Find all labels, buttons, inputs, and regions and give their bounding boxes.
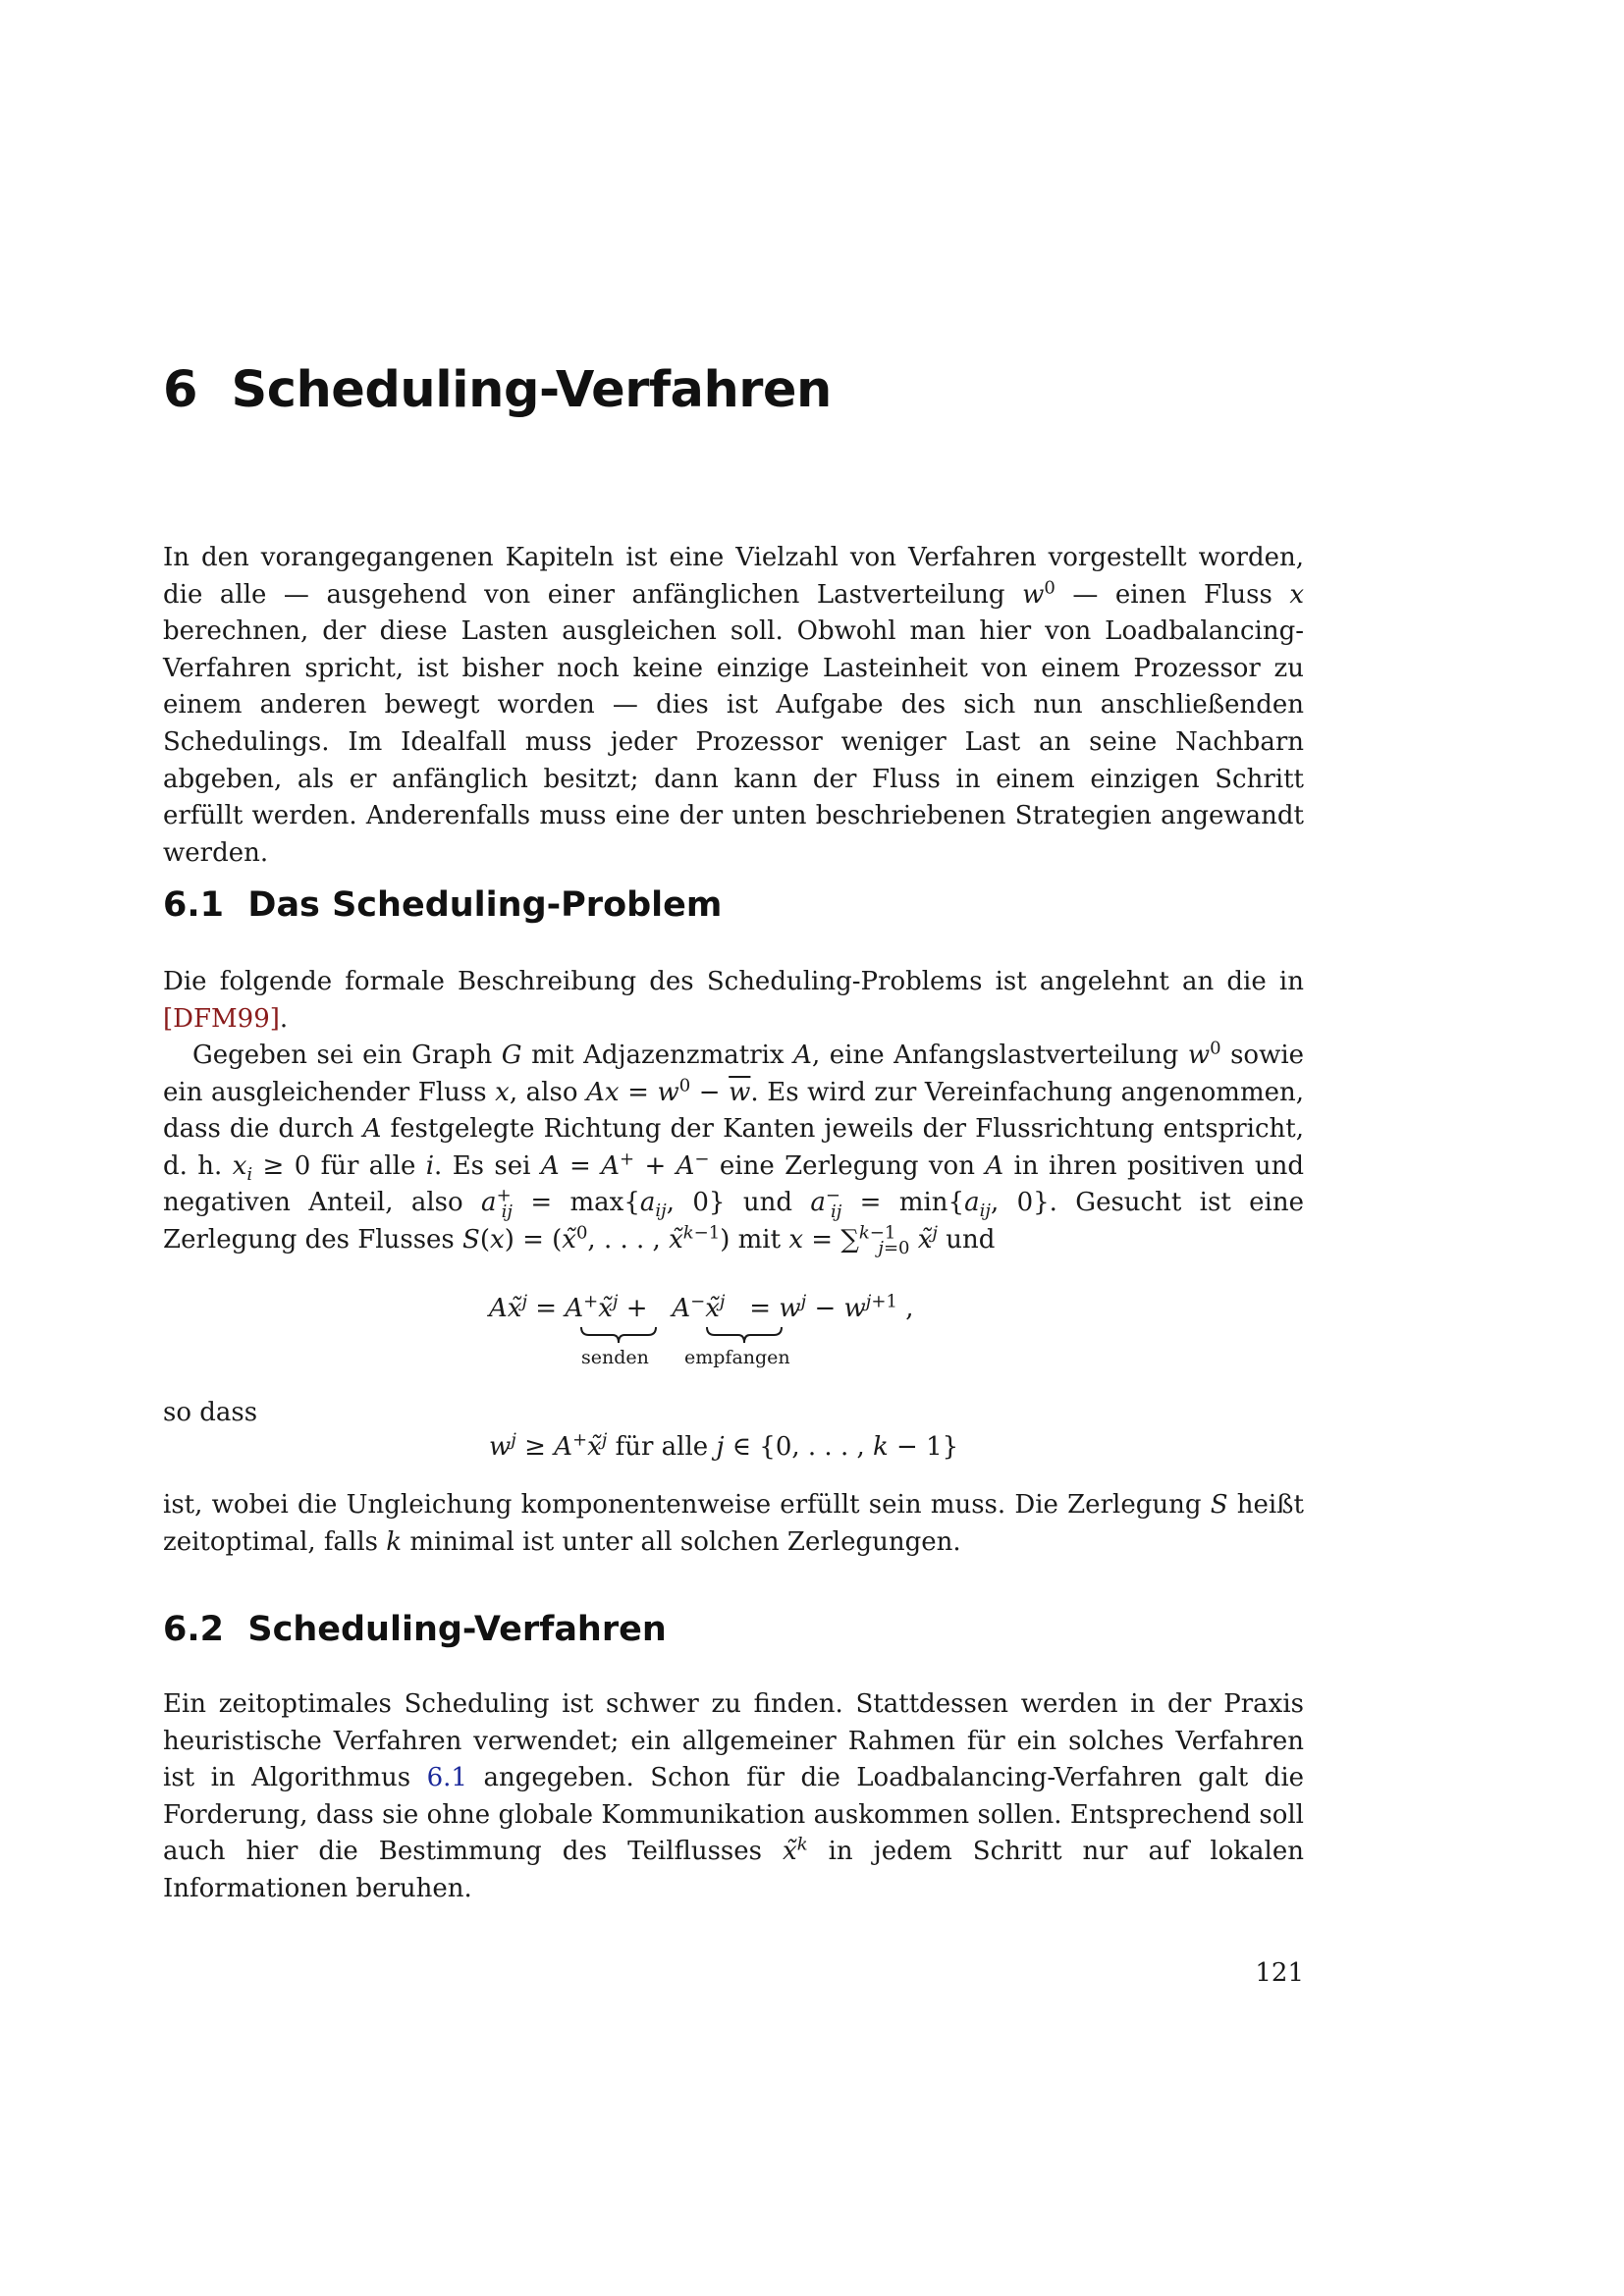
section1-intro-paragraph: Die folgende formale Beschreibung des Scheduling-Problems ist angelehnt an die in [DFM99]. (163, 967, 1304, 1034)
underbrace-receive (705, 1325, 784, 1345)
page-number: 121 (1255, 1958, 1304, 1988)
so-dass-text: so dass (163, 1398, 258, 1427)
citation-link[interactable]: [DFM99] (163, 1003, 280, 1034)
equation-condition: $w^j$ ≥ A+x̃$^j$ für alle j ∈ {0, . . . , k − 1} (489, 1429, 959, 1462)
chapter-number: 6 (163, 361, 197, 419)
chapter-title: Scheduling-Verfahren (231, 361, 832, 419)
chapter-heading (163, 361, 832, 419)
label-send: senden (581, 1347, 649, 1368)
intro-paragraph: In den vorangegangenen Kapiteln ist eine Vielzahl von Verfahren vorgestellt worden, die alle — ausgehend von einer anfänglichen Lastverteilung $w^0$ — einen Fluss x berechnen, der diese Lasten ausgleichen soll. Obwohl man hier von Loadbalancing-Verfahren spricht, ist bisher noch keine einzige Lasteinheit von einem Prozessor zu einem anderen bewegt worden — dies ist Aufgabe des sich nun anschließenden Schedulings. Im Idealfall muss jeder Prozessor weniger Last an seine Nachbarn abgeben, als er anfänglich besitzt; dann kann der Fluss in einem einzigen Schritt erfüllt werden. Anderenfalls muss eine der unten beschriebenen Strategien angewandt werden. (163, 543, 1305, 868)
section-number: 6.2 (163, 1610, 225, 1649)
section1-definition-paragraph: Gegeben sei ein Graph G mit Adjazenzmatrix A, eine Anfangslastverteilung $w^0$ sowie ein ausgleichender Fluss x, also $Ax = w^0 - \overline{w}$. Es wird zur Vereinfachung angenommen, dass die durch A festgelegte Richtung der Kanten jeweils der Flussrichtung entspricht, d. h. $x_i \ge 0$ für alle i. Es sei A = A+ + A− eine Zerlegung von A in ihren positiven und negativen Anteil, also $a^+_{ij} = \max\{a_{ij}$, 0} und $a^-_{ij} = \min\{a_{ij}$, 0}. Gesucht ist eine Zerlegung des Flusses S(x) = (x̃$^0$, . . . , x̃$^{k-1}$) mit x = ∑$^{k-1}_{j=0}$ x̃$^j$ und (163, 1038, 1305, 1259)
underbrace-send (579, 1325, 658, 1345)
algorithm-reference-link[interactable]: 6.1 (426, 1763, 467, 1793)
label-receive: empfangen (684, 1347, 790, 1368)
section-title: Das Scheduling-Problem (247, 885, 723, 925)
section-number: 6.1 (163, 885, 225, 925)
section2-paragraph: Ein zeitoptimales Scheduling ist schwer zu finden. Stattdessen werden in der Praxis heuristische Verfahren verwendet; ein allgemeiner Rahmen für ein solches Verfahren ist in Algorithmus 6.1 angegeben. Schon für die Loadbalancing-Verfahren galt die Forderung, dass sie ohne globale Kommunikation auskommen sollen. Entsprechend soll auch hier die Bestimmung des Teilflusses x̃$^k$ in jedem Schritt nur auf lokalen Informationen beruhen. (163, 1689, 1305, 1903)
section1-conclusion-paragraph: ist, wobei die Ungleichung komponentenweise erfüllt sein muss. Die Zerlegung S heißt zeitoptimal, falls k minimal ist unter all solchen Zerlegungen. (163, 1490, 1304, 1557)
equation-decomposition: Ax̃$^j$ = A+x̃$^j$ + A−x̃$^j$ = $w^j - w^{j+1}$ , (489, 1291, 914, 1323)
section-title: Scheduling-Verfahren (247, 1610, 667, 1649)
section-heading-6-1 (163, 885, 722, 925)
section-heading-6-2 (163, 1610, 667, 1649)
